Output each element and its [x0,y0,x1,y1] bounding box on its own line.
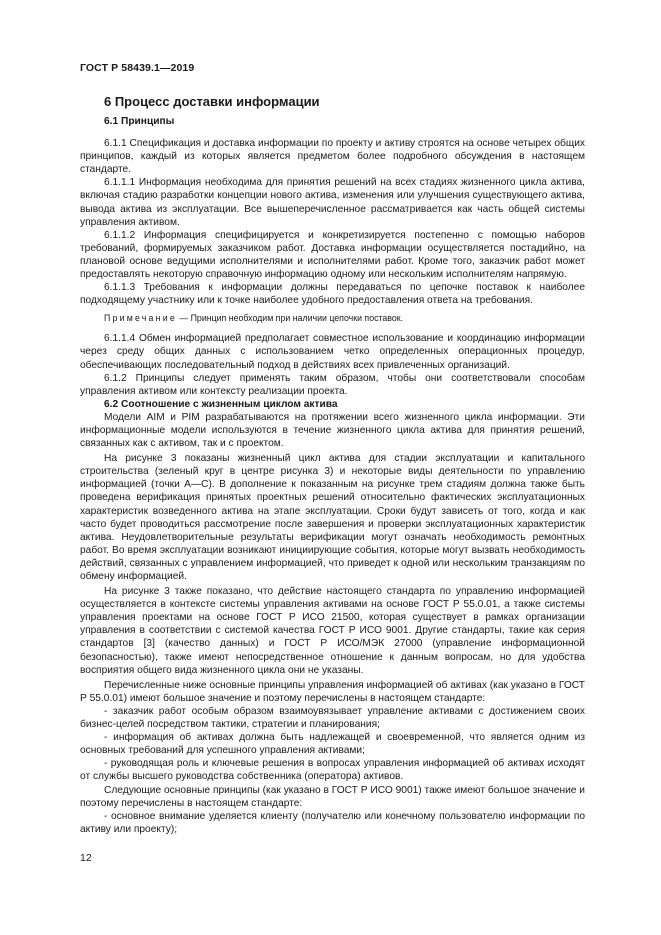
paragraph-6-1-2: 6.1.2 Принципы следует применять таким образом, чтобы они соответствовали способам управления активом или контексту реализации проекта. [80,372,585,397]
paragraph-6-2-1: Модели AIM и PIM разрабатываются на протяжении всего жизненного цикла информации. Эти информационные модели используются в течение жизненного цикла актива для принятия решений, связанных как с активом, так и с проектом. [80,411,585,450]
subsection-heading-6-1: 6.1 Принципы [104,116,175,127]
note-text: — Принцип необходим при наличии цепочки поставок. [176,313,404,324]
bullet-item: - основное внимание уделяется клиенту (получателю или конечному пользователю информации по активу или проекту); [80,810,585,835]
section-title: 6 Процесс доставки информации [104,94,320,109]
subsection-heading-6-2: 6.2 Соотношение с жизненным циклом актива [104,398,338,410]
note-label: Примечание [104,313,177,324]
paragraph-6-2-5: Следующие основные принципы (как указано в ГОСТ Р ИСО 9001) также имеют большое значение и поэтому перечислены в настоящем стандарте: [80,784,585,809]
document-body [80,115,585,836]
paragraph-6-2-2: На рисунке 3 показаны жизненный цикл актива для стадии эксплуатации и капитального строительства (зеленый круг в центре рисунка 3) и некоторые виды деятельности по управлению информацией (точки A—C). В дополнение к показанным на рисунке трем стадиям должна также быть проведена верификация принятых проектных решений относительно фактических эксплуатационных характеристик возведенного актива на этапе эксплуатации. Сроки будут зависеть от того, когда и как часто будет проводиться рассмотрение после завершения и проверки эксплуатационных характеристик актива. Неудовлетворительные результаты верификации могут означать необходимость ремонтных работ. Во время эксплуатации возникают инициирующие события, которые могут вызвать необходимость действий, связанных с управлением информацией, что приведет к одной или нескольким транзакциям по обмену информацией. [80,453,585,582]
paragraph-6-2-3: На рисунке 3 также показано, что действие настоящего стандарта по управлению информацией осуществляется в контексте системы управления активами на основе ГОСТ Р 55.0.01, а также системы управления проектами на основе ГОСТ Р ИСО 21500, которая существует в рамках организации управления в соответствии с системой качества ГОСТ Р ИСО 9001. Другие стандарты, такие как серия стандартов [3] (качество данных) и ГОСТ Р ИСО/МЭК 27000 (управление информационной безопасностью), также имеют непосредственное отношение к данным вопросам, но для удобства восприятия общего вида жизненного цикла они не указаны. [80,586,585,676]
bullet-item: - заказчик работ особым образом взаимоувязывает управление активами с достижением своих бизнес-целей посредством тактики, стратегии и планирования; [80,705,585,731]
document-code-header: ГОСТ Р 58439.1—2019 [80,62,195,74]
bullet-item: - руководящая роль и ключевые решения в вопросах управления информацией об активах исходят от службы высшего руководства собственника (оператора) активов. [80,758,585,783]
note [80,312,585,324]
paragraph-6-1-1-2: 6.1.1.2 Информация специфицируется и конкретизируется постепенно с помощью наборов требований, формируемых заказчиком работ. Доставка информации осуществляется постадийно, на плановой основе ведущими исполнителями и исполнителями работ. Кроме того, заказчик работ может предоставлять некоторую справочную информацию одному или нескольким исполнителям напрямую. [80,229,585,281]
paragraph-6-1-1-3: 6.1.1.3 Требования к информации должны передаваться по цепочке поставок к наиболее подходящему участнику или к точке наиболее удобного предоставления ответа на требования. [80,282,585,307]
paragraph-6-2-4: Перечисленные ниже основные принципы управления информацией об активах (как указано в ГОСТ Р 55.0.01) имеют большое значение и поэтому перечислены в настоящем стандарте: [80,679,585,704]
paragraph-6-1-1-1: 6.1.1.1 Информация необходима для принятия решений на всех стадиях жизненного цикла актива, включая стадию разработки концепции нового актива, изменения или улучшения существующего актива, вывода актива из эксплуатации. Все вышеперечисленное рассматривается как часть общей системы управления активом. [80,177,585,228]
paragraph-6-1-1-4: 6.1.1.4 Обмен информацией предполагает совместное использование и координацию информации через среду общих данных с использованием четко определенных операционных процедур, обеспечивающих последовательный подход в действиях всех привлеченных организаций. [80,333,585,371]
paragraph-6-1-1: 6.1.1 Спецификация и доставка информации по проекту и активу строятся на основе четырех общих принципов, каждый из которых является предметом более подробного обсуждения в настоящем стандарте. [80,138,585,176]
bullet-item: - информация об активах должна быть надлежащей и своевременной, что является одним из основных требований для успешного управления активами; [80,732,585,757]
page-number: 12 [80,852,92,864]
